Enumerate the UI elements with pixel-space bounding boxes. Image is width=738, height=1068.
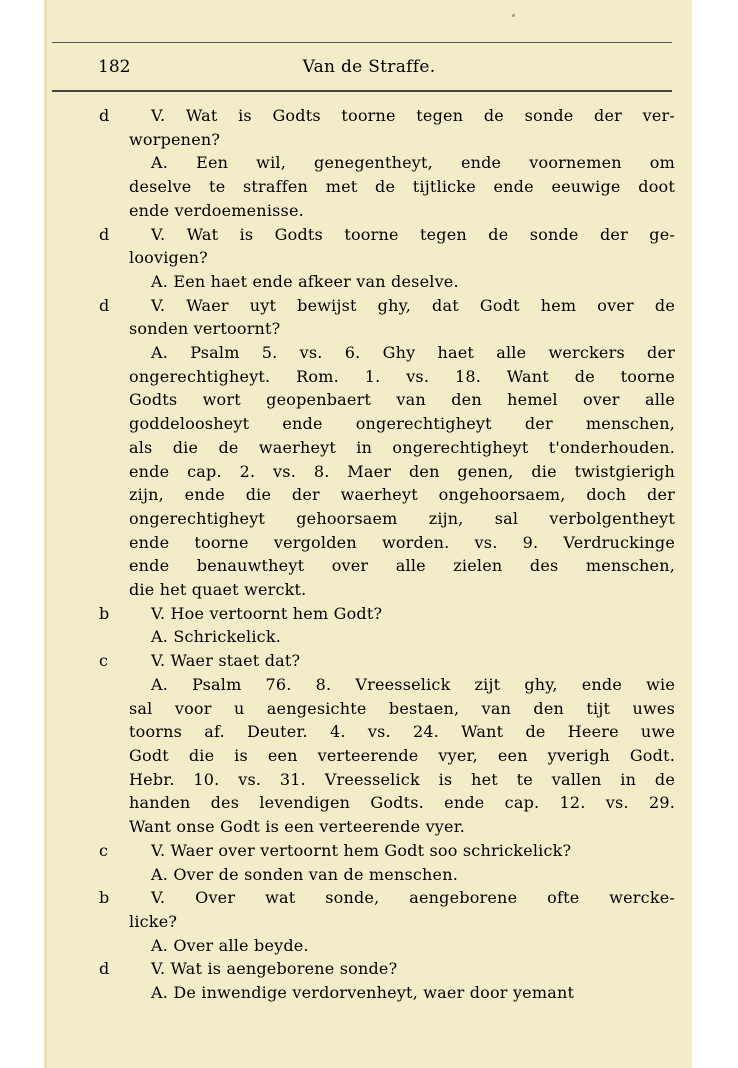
question-entry (0, 839, 738, 863)
text-line: Godts wort geopenbaert van den hemel over alle (129, 390, 675, 410)
question-entry (0, 649, 738, 673)
text-line: ende benauwtheyt over alle zielen des menschen, (129, 556, 675, 576)
answer-entry (0, 341, 738, 602)
entry-marker: b (99, 603, 110, 623)
text-line: toorns af. Deuter. 4. vs. 24. Want de Heere uwe (129, 722, 675, 742)
text-line: ongerechtigheyt gehoorsaem zijn, sal verbolgentheyt (129, 508, 675, 528)
text-line: licke? (129, 911, 178, 931)
text-line: A. Schrickelick. (151, 627, 282, 647)
entry-marker: d (99, 106, 110, 125)
entry-marker: d (99, 959, 110, 979)
text-line: V. Over wat sonde, aengeborene ofte wercke- (151, 888, 675, 908)
text-line: handen des levendigen Godts. ende cap. 12. vs. 29. (129, 793, 675, 813)
text-line: V. Waer staet dat? (151, 651, 301, 671)
text-line: Want onse Godt is een verteerende vyer. (129, 817, 466, 837)
answer-entry (0, 863, 738, 887)
text-line: zijn, ende die der waerheyt ongehoorsaem, doch der (129, 485, 675, 505)
page-number: 182 (98, 57, 131, 77)
running-title: Van de Straffe. (302, 57, 436, 77)
text-line: A. Een haet ende afkeer van deselve. (151, 271, 459, 291)
text-line: A. Psalm 5. vs. 6. Ghy haet alle werckers der (151, 343, 675, 363)
text-line: A. De inwendige verdorvenheyt, waer door yemant (151, 983, 575, 1003)
header-rule-top (52, 42, 672, 43)
text-line: die het quaet werckt. (129, 580, 307, 600)
header-rule-bottom (52, 90, 672, 92)
text-line: sal voor u aengesichte bestaen, van den tijt uwes (129, 698, 675, 718)
question-entry (0, 602, 738, 626)
text-line: V. Wat is Godts toorne tegen de sonde der ver- (151, 106, 675, 125)
text-line: A. Over de sonden van de menschen. (151, 864, 458, 884)
speck (512, 14, 515, 17)
entry-marker: d (99, 295, 110, 315)
text-line: A. Over alle beyde. (151, 935, 309, 955)
text-line: worpenen? (129, 129, 221, 149)
entry-marker: c (99, 651, 108, 671)
text-line: ongerechtigheyt. Rom. 1. vs. 18. Want de toorne (129, 366, 675, 386)
entry-marker: d (99, 224, 110, 244)
answer-entry (0, 625, 738, 649)
answer-entry (0, 934, 738, 958)
text-line: ende verdoemenisse. (129, 200, 304, 220)
text-line: V. Waer over vertoornt hem Godt soo schrickelick? (151, 840, 572, 860)
catechism-text (0, 104, 738, 1005)
text-line: V. Waer uyt bewijst ghy, dat Godt hem over de (151, 295, 675, 315)
answer-entry (0, 673, 738, 839)
question-entry (0, 104, 738, 151)
text-line: sonden vertoornt? (129, 319, 281, 339)
text-line: goddeloosheyt ende ongerechtigheyt der menschen, (129, 414, 675, 434)
answer-entry (0, 270, 738, 294)
text-line: V. Wat is Godts toorne tegen de sonde der ge- (151, 224, 675, 244)
text-line: A. Psalm 76. 8. Vreesselick zijt ghy, ende wie (151, 674, 675, 694)
entry-marker: c (99, 840, 108, 860)
question-entry (0, 957, 738, 981)
entry-marker: b (99, 888, 110, 908)
text-line: deselve te straffen met de tijtlicke ende eeuwige doot (129, 177, 675, 197)
text-line: ende toorne vergolden worden. vs. 9. Verdruckinge (129, 532, 675, 552)
text-line: loovigen? (129, 248, 208, 268)
text-line: V. Wat is aengeborene sonde? (151, 959, 398, 979)
text-line: ende cap. 2. vs. 8. Maer den genen, die twistgierigh (129, 461, 675, 481)
text-line: als die de waerheyt in ongerechtigheyt t'onderhouden. (129, 437, 675, 457)
question-entry (0, 294, 738, 341)
question-entry (0, 886, 738, 933)
text-line: A. Een wil, genegentheyt, ende voornemen om (151, 153, 675, 173)
text-line: V. Hoe vertoornt hem Godt? (151, 603, 383, 623)
question-entry (0, 223, 738, 270)
answer-entry (0, 151, 738, 222)
answer-entry (0, 981, 738, 1005)
text-line: Hebr. 10. vs. 31. Vreesselick is het te vallen in de (129, 769, 675, 789)
text-line: Godt die is een verteerende vyer, een yverigh Godt. (129, 745, 675, 765)
